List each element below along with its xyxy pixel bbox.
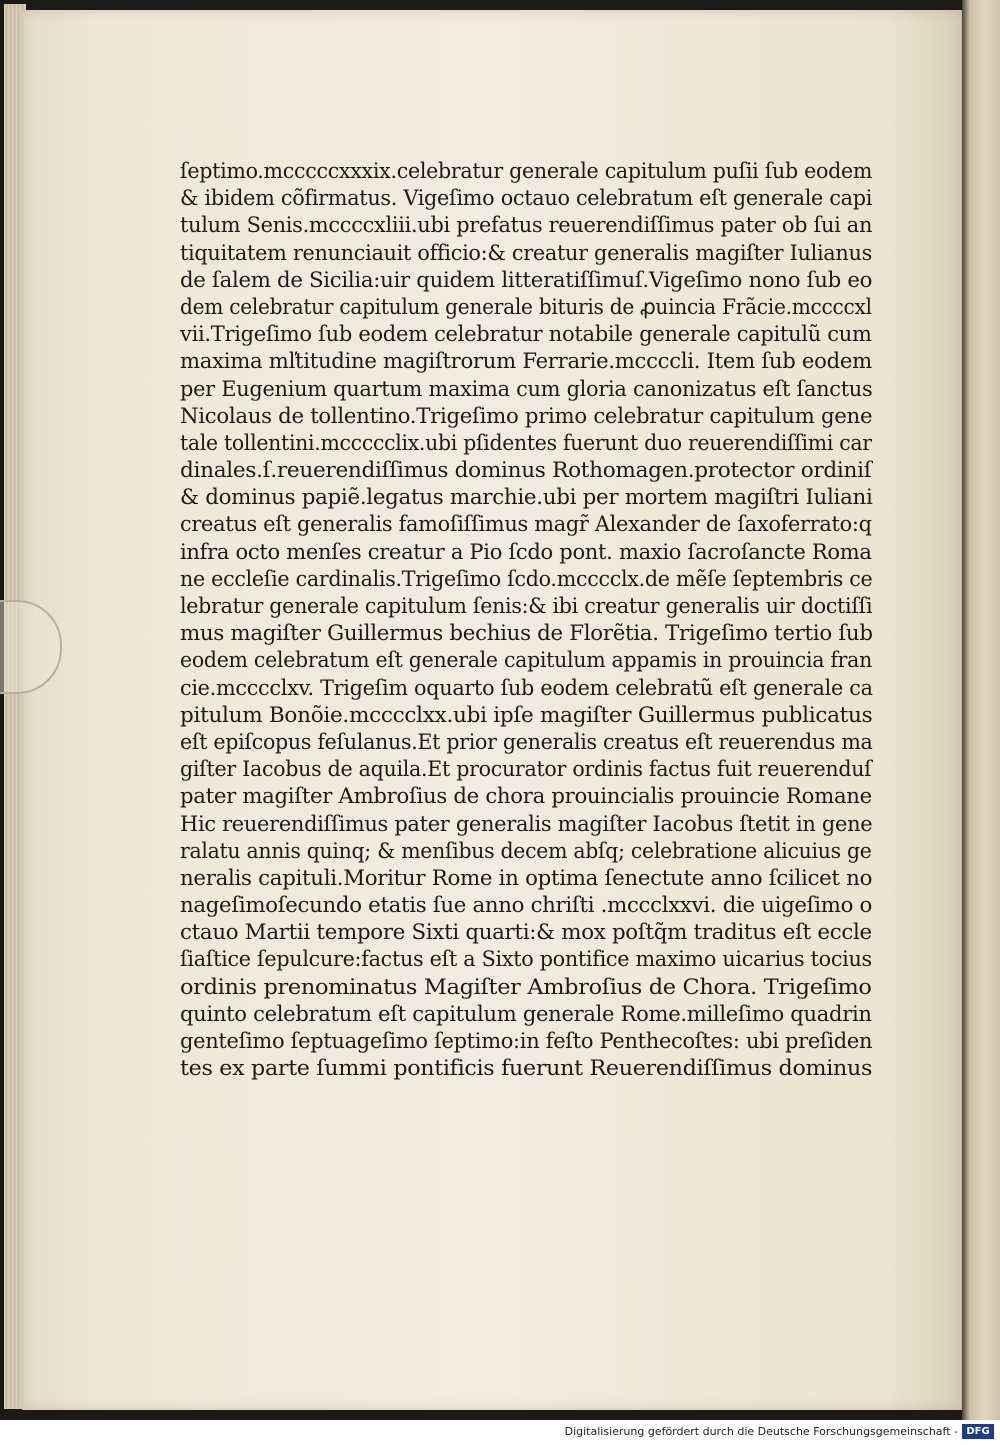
text-line: ralatu annis quinq; & menſibus decem abſq; celebratione alicuius ge — [180, 838, 872, 863]
text-line: infra octo menſes creatur a Pio ſcdo pont. maxio ſacroſancte Roma — [180, 539, 872, 564]
text-line: tes ex parte ſummi pontificis fuerunt Reuerendiſſimus dominus — [180, 1056, 873, 1081]
text-line: giſter Iacobus de aquila.Et procurator ordinis factus fuit reuerenduſ — [180, 757, 872, 782]
text-line: ne eccleſie cardinalis.Trigeſimo ſcdo.mcccclx.de mẽſe ſeptembris ce — [180, 566, 873, 591]
text-line: dem celebratur capitulum generale bituris de ꝓuincia Frãcie.mccccxl — [180, 294, 872, 319]
text-line: dinales.ſ.reuerendiſſimus dominus Rothomagen.protector ordiniſ — [180, 458, 872, 483]
text-line: & ibidem cõfirmatus. Vigeſimo octauo celebratum eſt generale capi — [180, 186, 873, 211]
text-line: quinto celebratum eſt capitulum generale Rome.milleſimo quadrin — [180, 1001, 872, 1026]
text-line: per Eugenium quartum maxima cum gloria canonizatus eſt ſanctus — [180, 376, 873, 401]
text-line: & dominus papiẽ.legatus marchie.ubi per mortem magiſtri Iuliani — [180, 485, 873, 510]
text-line: Nicolaus de tollentino.Trigeſimo primo celebratur capitulum gene — [180, 403, 873, 428]
text-lines — [180, 158, 880, 1082]
text-line: vii.Trigeſimo ſub eodem celebratur notabile generale capitulũ cum — [180, 322, 872, 347]
text-line: creatus eſt generalis famoſiſſimus magr̃ Alexander de ſaxoferrato:q — [180, 512, 872, 537]
text-line: nageſimoſecundo etatis ſue anno chriſti .mccclxxvi. die uigeſimo o — [180, 893, 873, 918]
text-line: ctauo Martii tempore Sixti quarti:& mox poſtq̃m traditus eſt eccle — [180, 920, 872, 945]
text-line: neralis capituli.Moritur Rome in optima ſenectute anno ſcilicet no — [180, 865, 873, 890]
text-line: genteſimo ſeptuageſimo ſeptimo:in feſto Penthecoſtes: ubi preſiden — [180, 1029, 873, 1053]
text-line: Hic reuerendiſſimus pater generalis magiſter Iacobus ſtetit in gene — [180, 811, 873, 836]
text-line: ſiaſtice ſepulcure:factus eſt a Sixto pontifice maximo uicarius tocius — [180, 947, 872, 972]
text-line: mus magiſter Guillermus bechius de Florẽtia. Trigeſimo tertio ſub — [180, 621, 873, 646]
text-line: cie.mcccclxv. Trigeſim oquarto ſub eodem celebratũ eſt generale ca — [180, 675, 873, 700]
text-line: tiquitatem renunciauit officio:& creatur generalis magiſter Iulianus — [180, 240, 872, 265]
facing-page-edge — [962, 0, 1000, 1420]
footer-credit: Digitalisierung gefördert durch die Deutsche Forschungsgemeinschaft - — [564, 1425, 958, 1438]
text-line: de ſalem de Sicilia:uir quidem litteratiſſimuſ.Vigeſimo nono ſub eo — [180, 267, 873, 292]
text-line: tale tollentini.mccccclix.ubi pſidentes fuerunt duo reuerendiſſimi car — [180, 430, 872, 455]
text-line: ordinis prenominatus Magiſter Ambroſius de Chora. Trigeſimo — [180, 974, 872, 999]
footer-bar — [0, 1420, 1000, 1445]
text-line: eſt epiſcopus feſulanus.Et prior generalis creatus eſt reuerendus ma — [180, 729, 873, 754]
text-line: lebratur generale capitulum ſenis:& ibi creatur generalis uir doctiſſi — [180, 594, 873, 618]
text-line: pater magiſter Ambroſius de chora prouincialis prouincie Romane — [180, 784, 872, 809]
text-line: eodem celebratum eſt generale capitulum appamis in prouincia fran — [180, 648, 872, 673]
text-line: tulum Senis.mccccxliii.ubi prefatus reuerendiſſimus pater ob ſui an — [180, 213, 873, 238]
dfg-logo: DFG — [962, 1424, 994, 1439]
text-line: maxima mľtitudine magiſtrorum Ferrarie.mccccli. Item ſub eodem — [180, 349, 872, 374]
text-line: pitulum Bonõie.mcccclxx.ubi ipſe magiſter Guillermus publicatus — [180, 702, 873, 727]
text-line: ſeptimo.mcccccxxxix.celebratur generale capitulum puſii ſub eodem — [180, 159, 873, 183]
